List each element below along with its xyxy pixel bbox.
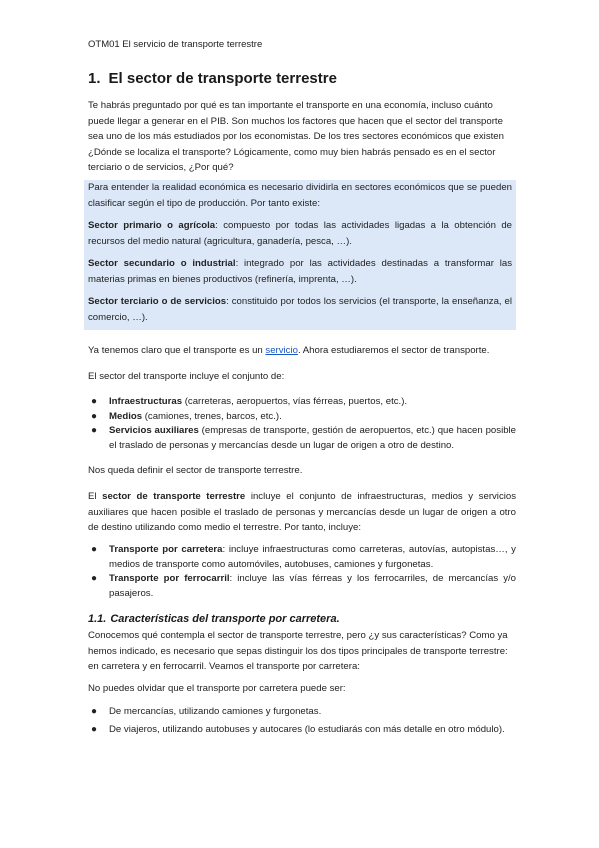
box-item-secundario — [88, 256, 512, 287]
box-item-terciario — [88, 294, 512, 325]
term: Sector secundario o industrial — [88, 258, 236, 269]
list-item — [88, 543, 516, 572]
page-header: OTM01 El servicio de transporte terrestre — [88, 39, 263, 50]
list-item — [88, 704, 516, 720]
components-list — [88, 395, 516, 453]
list-item — [88, 722, 516, 738]
term: Transporte por ferrocarril — [109, 573, 230, 585]
term: Medios — [109, 410, 143, 422]
term: sector de transporte terrestre — [102, 491, 246, 502]
sector-paragraph — [88, 489, 516, 536]
list-item-text: De mercancías, utilizando camiones y furgonetas. — [109, 706, 322, 717]
conocemos-paragraph: Conocemos qué contempla el sector de transporte terrestre, pero ¿y sus características? Como ya hemos indicado, es necesario que sepas distinguir los dos tipos principales de transporte terrestre: en carretera y en ferrocarril. Veamos el transporte por carretera: — [88, 630, 508, 673]
term-description: : integrado por las actividades destinadas a transformar las materias primas en bienes productivos (refinería, imprenta, …). — [88, 258, 513, 285]
bullet-icon: ● — [91, 410, 98, 422]
term-description: (carreteras, aeropuertos, vías férreas, puertos, etc.). — [182, 396, 408, 407]
section-number: 1. — [88, 70, 101, 87]
bullet-icon: ● — [91, 573, 98, 585]
highlight-box — [84, 180, 516, 330]
box-lead: Para entender la realidad económica es necesario dividirla en sectores económicos que se pueden clasificar según el tipo de producción. Por tanto existe: — [88, 182, 512, 209]
transport-types-list — [88, 543, 516, 601]
bullet-icon: ● — [91, 396, 98, 407]
definir-paragraph: Nos queda definir el sector de transporte terrestre. — [88, 465, 303, 476]
incluye-paragraph: El sector del transporte incluye el conjunto de: — [88, 371, 285, 382]
list-item — [88, 395, 516, 410]
text: El — [88, 491, 103, 502]
term: Sector primario o agrícola — [88, 220, 216, 231]
subsection-number: 1.1. — [88, 613, 107, 625]
term-description: : incluye las vías férreas y los ferrocarriles, de mercancías y/o pasajeros. — [109, 573, 516, 599]
term: Sector terciario o de servicios — [88, 296, 227, 307]
term: Servicios auxiliares — [109, 425, 199, 437]
term-description: (empresas de transporte, gestión de aeropuertos, etc.) que hacen posible el traslado de personas y mercancías desde un lugar de origen a otro de destino. — [109, 425, 516, 451]
text: Ya tenemos claro que el transporte es un — [88, 345, 266, 356]
olvidar-paragraph: No puedes olvidar que el transporte por carretera puede ser: — [88, 683, 346, 694]
bullet-icon: ● — [91, 544, 98, 555]
box-item-primario — [88, 218, 512, 249]
bullet-icon: ● — [91, 724, 98, 735]
road-transport-list — [88, 704, 516, 738]
term-description: : incluye infraestructuras como carreteras, autovías, autopistas…, y medios de transporte como automóviles, autobuses, camiones y furgonetas. — [109, 544, 516, 570]
servicio-link[interactable]: servicio — [265, 345, 298, 356]
text: incluye el conjunto de infraestructuras, medios y servicios auxiliares que hacen posible el traslado de personas y mercancías desde un lugar de origen a otro de destino utilizando como medio el terrestre. Por tanto, incluye: — [88, 491, 517, 534]
list-item — [88, 424, 516, 453]
text: . Ahora estudiaremos el sector de transporte. — [297, 345, 490, 356]
list-item — [88, 572, 516, 601]
list-item — [88, 410, 516, 425]
intro-paragraph: Te habrás preguntado por qué es tan importante el transporte en una economía, incluso cuánto puede llegar a generar en el PIB. Son muchos los factores que hacen que el sector del transporte sea uno de los más estudiados por los economistas. De los tres sectores económicos que existen ¿Dónde se localiza el transporte? Lógicamente, como muy bien habrás pensado es en el sector terciario o de servicios, ¿Por qué? — [88, 100, 504, 174]
term-description: : compuesto por todas las actividades ligadas a la obtención de recursos del medio natural (agricultura, ganadería, pesca, …). — [88, 220, 512, 247]
section-heading — [88, 70, 337, 87]
term-description: : constituido por todos los servicios (el transporte, la enseñanza, el comercio, …). — [88, 296, 512, 323]
subsection-heading — [88, 613, 340, 625]
servicio-paragraph — [88, 343, 516, 359]
bullet-icon: ● — [91, 425, 98, 437]
term: Infraestructuras — [109, 396, 183, 407]
section-title: El sector de transporte terrestre — [108, 70, 337, 87]
list-item-text: De viajeros, utilizando autobuses y autocares (lo estudiarás con más detalle en otro módulo). — [109, 724, 505, 735]
bullet-icon: ● — [91, 706, 98, 717]
term: Transporte por carretera — [109, 544, 223, 555]
subsection-title: Características del transporte por carretera. — [110, 613, 340, 625]
term-description: (camiones, trenes, barcos, etc.). — [142, 410, 282, 422]
